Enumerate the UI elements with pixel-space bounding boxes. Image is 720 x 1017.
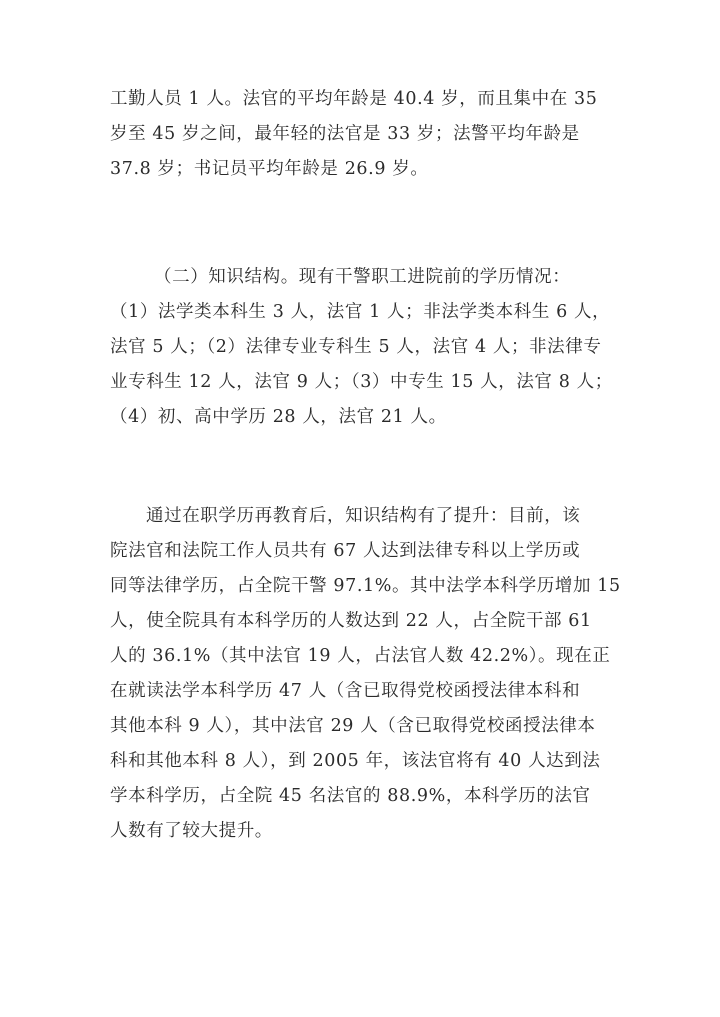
text-line: 科和其他本科 8 人），到 2005 年，该法官将有 40 人达到法 (110, 751, 601, 771)
text-line: 法官 5 人；（2）法律专业专科生 5 人，法官 4 人；非法律专 (110, 337, 602, 357)
text-line: 人数有了较大提升。 (110, 821, 273, 841)
paragraph-age-structure (110, 82, 630, 187)
text-line: 学本科学历，占全院 45 名法官的 88.9%，本科学历的法官 (110, 786, 591, 806)
text-line: 业专科生 12 人，法官 9 人；（3）中专生 15 人，法官 8 人； (110, 372, 613, 392)
paragraph-knowledge-structure (110, 260, 630, 435)
text-line: 人，使全院具有本科学历的人数达到 22 人，占全院干部 61 (110, 611, 592, 631)
text-line: 同等法律学历，占全院干警 97.1%。其中法学本科学历增加 15 (110, 576, 621, 596)
text-line: （1）法学类本科生 3 人，法官 1 人；非法学类本科生 6 人， (110, 302, 611, 322)
text-line: （二）知识结构。现有干警职工进院前的学历情况： (154, 267, 571, 287)
text-line: 院法官和法院工作人员共有 67 人达到法律专科以上学历或 (110, 541, 581, 561)
text-line: 人的 36.1%（其中法官 19 人，占法官人数 42.2%）。现在正 (110, 646, 611, 666)
text-line: 通过在职学历再教育后，知识结构有了提升：目前，该 (146, 506, 581, 526)
text-line: （4）初、高中学历 28 人，法官 21 人。 (110, 407, 447, 427)
text-line: 岁至 45 岁之间，最年轻的法官是 33 岁；法警平均年龄是 (110, 124, 580, 144)
text-line: 工勤人员 1 人。法官的平均年龄是 40.4 岁，而且集中在 35 (110, 89, 598, 109)
paragraph-education-improvement (110, 499, 630, 849)
text-line: 其他本科 9 人），其中法官 29 人（含已取得党校函授法律本 (110, 716, 596, 736)
text-line: 在就读法学本科学历 47 人（含已取得党校函授法律本科和 (110, 681, 581, 701)
text-line: 37.8 岁；书记员平均年龄是 26.9 岁。 (110, 159, 429, 179)
